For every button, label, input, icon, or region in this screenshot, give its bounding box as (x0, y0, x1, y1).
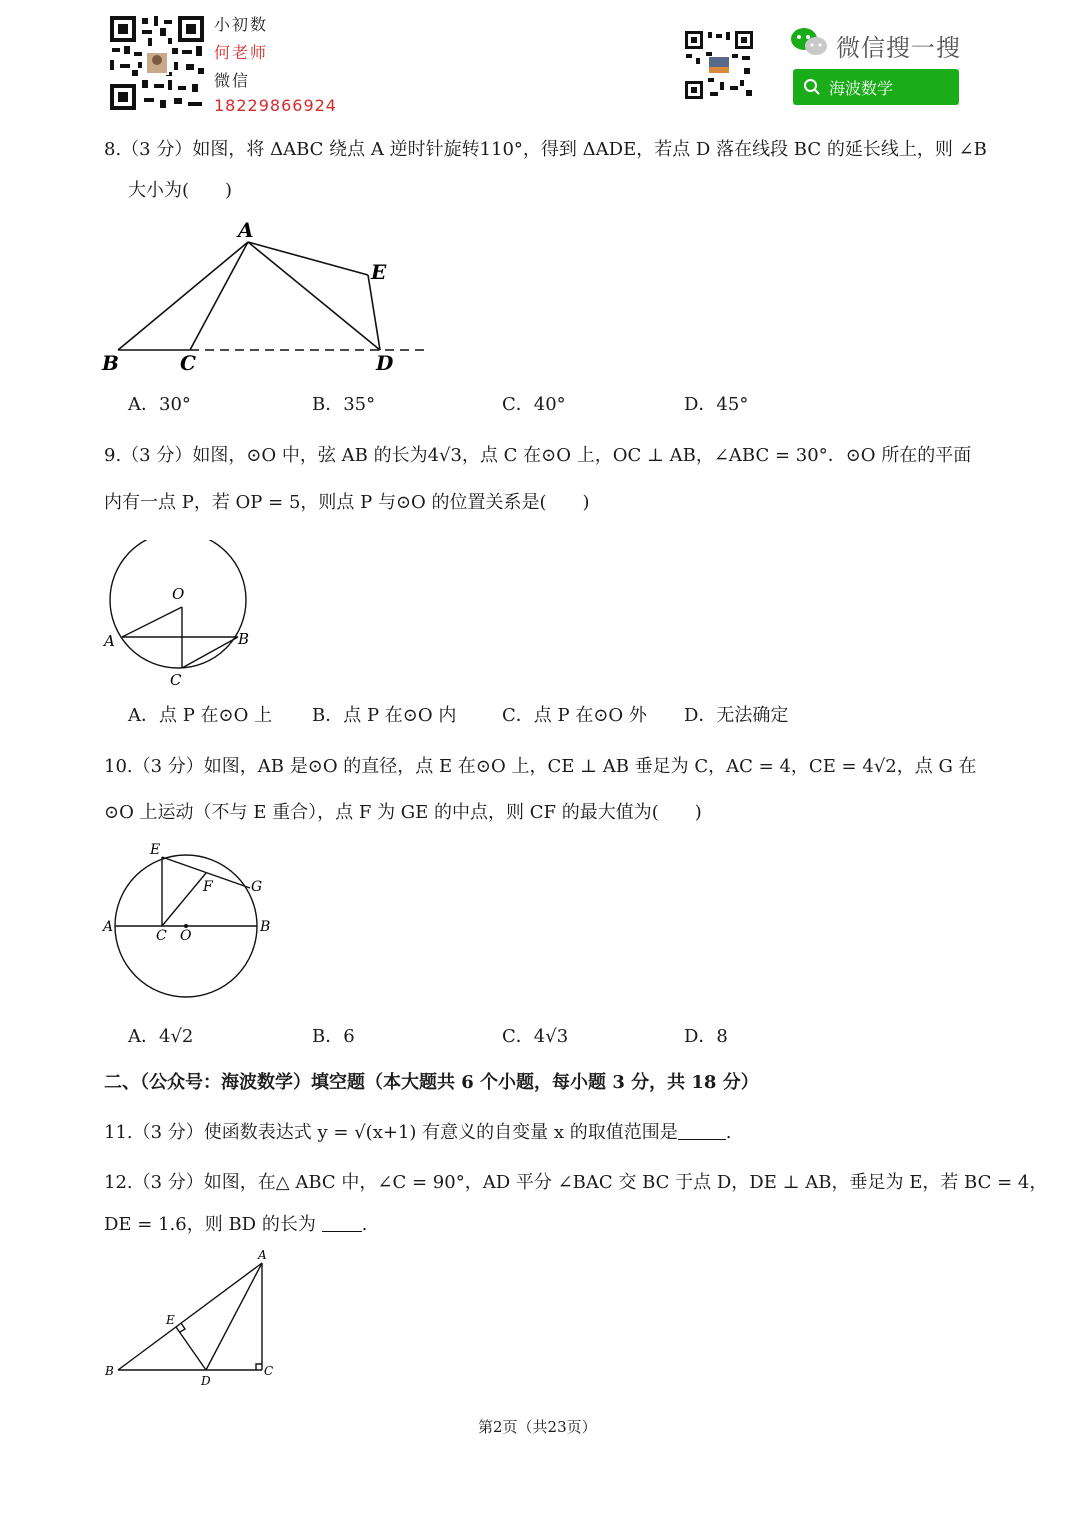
q12-label-a: A (258, 1248, 267, 1262)
q12-label-b: B (105, 1364, 114, 1378)
q9-line-2: 内有一点 P，若 OP = 5，则点 P 与⊙O 的位置关系是( ) (104, 492, 590, 513)
account-qr-code (684, 30, 754, 100)
q8-label-c: C (180, 351, 196, 375)
q10-option-c: C．4√3 (502, 1026, 569, 1047)
q9-line-1: 9.（3 分）如图，⊙O 中，弦 AB 的长为4√3，点 C 在⊙O 上，OC ⊥ AB，∠ABC = 30°．⊙O 所在的平面 (104, 445, 972, 466)
q12-end: . (361, 1214, 368, 1235)
q9-option-a: A．点 P 在⊙O 上 (128, 705, 273, 726)
contact-line-1: 小初数 (214, 15, 269, 34)
q8-line-2: 大小为( ) (128, 180, 233, 201)
q10-option-d: D．8 (684, 1026, 728, 1047)
q12-text: DE = 1.6，则 BD 的长为 (104, 1214, 316, 1235)
q8-label-a: A (238, 218, 254, 242)
q10-label-a: A (103, 919, 114, 935)
q9-option-d: D．无法确定 (684, 705, 789, 726)
q12-label-e: E (166, 1313, 175, 1327)
q10-label-g: G (251, 879, 263, 895)
wechat-search-title: 微信搜一搜 (836, 34, 961, 62)
q12-line-2 (104, 1212, 367, 1238)
q9-figure (100, 540, 260, 690)
q10-label-o: O (180, 928, 192, 944)
search-icon (803, 78, 821, 96)
q8-figure (100, 215, 435, 380)
q12-line-1: 12.（3 分）如图，在△ ABC 中，∠C = 90°，AD 平分 ∠BAC 交 BC 于点 D，DE ⊥ AB，垂足为 E，若 BC = 4， (104, 1172, 1048, 1193)
q10-label-b: B (260, 919, 271, 935)
q8-option-c: C．40° (502, 394, 566, 415)
q10-option-b: B．6 (312, 1026, 355, 1047)
q12-figure (100, 1245, 290, 1390)
section-2-title: 二、（公众号：海波数学）填空题（本大题共 6 个小题，每小题 3 分，共 18 分） (104, 1072, 759, 1093)
q11-end: . (725, 1122, 732, 1143)
q9-option-c: C．点 P 在⊙O 外 (502, 705, 647, 726)
q11-answer-blank[interactable] (678, 1121, 726, 1140)
q9-label-b: B (238, 630, 250, 648)
q10-label-c: C (156, 928, 167, 944)
q8-option-a: A．30° (128, 394, 191, 415)
q9-label-a: A (104, 632, 115, 650)
q9-label-c: C (170, 671, 182, 689)
q10-figure (100, 840, 280, 1005)
q8-option-d: D．45° (684, 394, 749, 415)
q10-option-a: A．4√2 (128, 1026, 194, 1047)
contact-qr-code (108, 14, 206, 112)
q8-line-1: 8.（3 分）如图，将 ΔABC 绕点 A 逆时针旋转110°，得到 ΔADE，若点 D 落在线段 BC 的延长线上，则 ∠B (104, 139, 987, 160)
q8-label-e: E (371, 260, 387, 284)
q12-answer-blank[interactable] (322, 1213, 362, 1232)
wechat-logo-icon (790, 26, 830, 58)
contact-line-3: 微信 (214, 71, 251, 90)
q12-label-d: D (201, 1374, 211, 1388)
q11-text: 11.（3 分）使函数表达式 y = √(x+1) 有意义的自变量 x 的取值范围是 (104, 1122, 678, 1143)
q10-line-1: 10.（3 分）如图，AB 是⊙O 的直径，点 E 在⊙O 上，CE ⊥ AB 垂足为 C，AC = 4，CE = 4√2，点 G 在 (104, 756, 977, 777)
q9-label-o: O (172, 585, 185, 603)
contact-line-2: 何老师 (214, 43, 269, 62)
q8-label-b: B (102, 351, 119, 375)
wechat-search-button[interactable] (793, 69, 959, 105)
q10-label-f: F (203, 879, 213, 895)
q8-label-d: D (376, 351, 394, 375)
contact-phone: 18229866924 (214, 96, 337, 115)
wechat-search-button-label: 海波数学 (829, 78, 894, 98)
q10-label-e: E (150, 842, 161, 858)
q9-option-b: B．点 P 在⊙O 内 (312, 705, 457, 726)
q12-label-c: C (264, 1364, 274, 1378)
page-number: 第2页（共23页） (478, 1418, 597, 1436)
q8-option-b: B．35° (312, 394, 376, 415)
q10-line-2: ⊙O 上运动（不与 E 重合），点 F 为 GE 的中点，则 CF 的最大值为( ) (104, 802, 702, 823)
q11-line (104, 1120, 731, 1146)
